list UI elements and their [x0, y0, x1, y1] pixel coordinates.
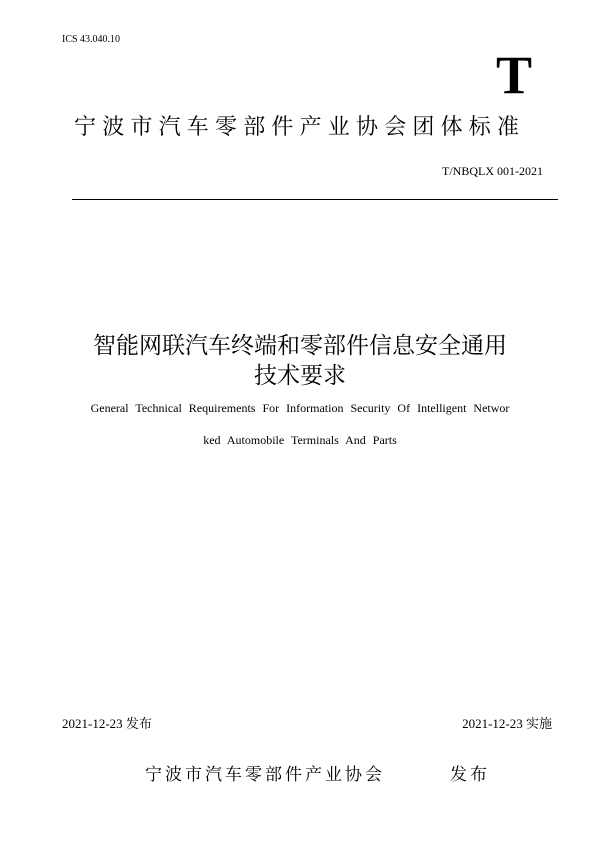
implement-date: 2021-12-23 实施 [462, 716, 552, 731]
standard-type-mark: T [496, 45, 533, 105]
ics-code: ICS 43.040.10 [62, 34, 121, 45]
english-title-line2: ked Automobile Terminals And Parts [203, 433, 397, 447]
english-title-line1: General Technical Requirements For Information Security Of Intelligent Networ [90, 401, 510, 415]
organization-standard-heading: 宁波市汽车零部件产业协会团体标准 [74, 115, 526, 140]
publisher-name: 宁波市汽车零部件产业协会 [145, 765, 385, 785]
publish-label: 发布 [450, 765, 490, 785]
publish-date: 2021-12-23 发布 [62, 716, 152, 731]
standard-code: T/NBQLX 001-2021 [442, 164, 543, 178]
document-title-line2: 技术要求 [254, 363, 346, 389]
header-divider [72, 199, 558, 200]
document-title-line1: 智能网联汽车终端和零部件信息安全通用 [93, 333, 507, 359]
